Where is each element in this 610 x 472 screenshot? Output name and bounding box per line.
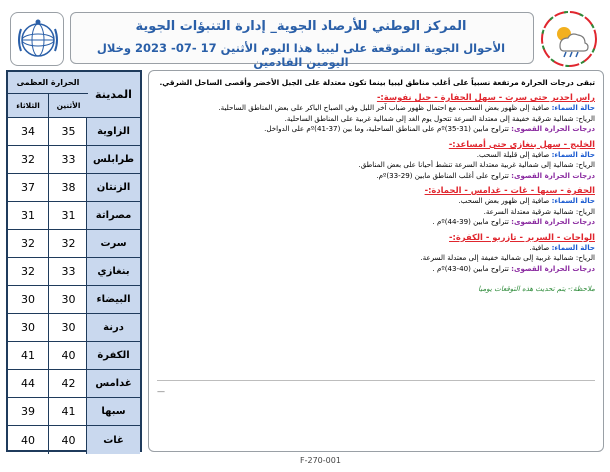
tuesday-temp-cell: 32 [21, 153, 35, 166]
max-temp-text: تتراوح على أغلب المناطق مابين (29-33)ºم. [376, 170, 509, 180]
forecast-region [157, 231, 595, 275]
region-title: الجفرة - سبها - غات - غدامس - الحمادة:- [424, 185, 595, 195]
sky-label: حالة السماء: [551, 196, 595, 205]
weather-logo-icon [540, 10, 598, 68]
tuesday-temp-cell: 44 [21, 377, 35, 390]
wind-text: شمالية شرقية خفيفة إلى معتدلة السرعة تتحول يوم الغد إلى شمالية غربية على المناطق الساحلية. [284, 113, 574, 123]
sky-label: حالة السماء: [551, 149, 595, 159]
table-row [8, 146, 140, 174]
table-row [8, 370, 140, 398]
page-subtitle: الأحوال الجوية المتوقعة على ليبيا هذا اليوم الأثنين 17 -07- 2023 وخلال اليومين القادمين [96, 41, 506, 69]
tuesday-temp-cell: 32 [21, 265, 35, 278]
tuesday-temp-cell: 30 [21, 321, 35, 334]
region-title: الواحات - السرير - تازربو - الكفرة:- [449, 231, 595, 242]
max-temp-text: تتراوح مابين (31-35)ºم على المناطق الساحلية، وما بين (37-41)ºم على الدواخل. [264, 124, 509, 133]
city-cell: الزاوية [86, 118, 140, 145]
max-temp-label: درجات الحرارة القصوى: [511, 124, 595, 133]
region-title: راس اجدير حتى سرت - سهل الجفارة - جبل نفوسة:- [376, 92, 595, 102]
max-temp-label: درجات الحرارة القصوى: [511, 263, 595, 273]
tuesday-temp-cell: 40 [21, 433, 35, 447]
sky-line [157, 196, 595, 207]
table-row [8, 258, 140, 286]
monday-temp-cell: 35 [48, 118, 88, 145]
max-temp-label: درجات الحرارة القصوى: [511, 170, 595, 180]
monday-temp-cell: 42 [48, 370, 88, 397]
tuesday-temp-cell: 32 [21, 237, 35, 250]
tuesday-temp-cell: 41 [21, 349, 35, 362]
column-header-max-temp: الحرارة العظمى [8, 72, 88, 94]
column-header-monday: الأثنين [48, 94, 88, 118]
sky-label: حالة السماء: [551, 103, 595, 112]
dash-mark: — [157, 387, 165, 396]
column-header-city: المدينة [86, 72, 140, 118]
forecast-panel [148, 70, 604, 452]
wind-line [157, 253, 595, 264]
city-cell: غدامس [86, 370, 140, 397]
city-cell: غات [86, 426, 140, 454]
table-body [8, 118, 140, 454]
header [8, 4, 604, 69]
wind-text: شمالية غربية إلى شمالية خفيفة إلى معتدلة السرعة. [420, 253, 574, 262]
sky-line [157, 150, 595, 161]
sky-text: صافية إلى قليلة السحب. [476, 149, 550, 159]
city-cell: الزنتان [86, 174, 140, 201]
city-cell: الكفرة [86, 342, 140, 369]
table-row [8, 342, 140, 370]
table-row [8, 118, 140, 146]
table-row [8, 398, 140, 426]
city-cell: طرابلس [86, 146, 140, 173]
page-title: المركز الوطني للأرصاد الجوية_ إدارة التنبؤات الجوية [135, 19, 467, 34]
column-header-tuesday: الثلاثاء [8, 94, 48, 118]
wind-label: الرياح: [575, 206, 595, 216]
divider [157, 380, 595, 381]
region-title: الخليج - سهل بنغازي حتى أمساعد:- [448, 138, 595, 149]
sky-text: صافية إلى ظهور بعض السحب، مع احتمال ظهور ضباب آخر الليل وفي الصباح الباكر على بعض المناطق الساحلية. [218, 103, 550, 112]
max-temp-text: تتراوح مابين (39-44)ºم . [432, 217, 509, 226]
forecast-regions [157, 91, 595, 274]
header-title-box [70, 12, 534, 69]
wind-line [157, 207, 595, 218]
max-temp-label: درجات الحرارة القصوى: [511, 217, 595, 226]
monday-temp-cell: 30 [48, 314, 88, 341]
tuesday-temp-cell: 39 [21, 405, 35, 418]
forecast-summary: تبقى درجات الحرارة مرتفعة نسبياً على أغلب مناطق ليبيا بينما تكون معتدلة على الجبل الأخضر وأقصى الساحل الشرقي. [159, 78, 595, 87]
max-temp-line [157, 217, 595, 228]
forecast-region [157, 184, 595, 228]
sky-line [157, 103, 595, 114]
max-temp-line [157, 171, 595, 182]
sky-line [157, 243, 595, 254]
sky-text: صافية إلى ظهور بعض السحب. [458, 196, 550, 205]
max-temp-line [157, 264, 595, 275]
tuesday-temp-cell: 34 [21, 125, 35, 138]
table-row [8, 314, 140, 342]
city-cell: بنغازي [86, 258, 140, 285]
wind-label: الرياح: [575, 113, 595, 123]
monday-temp-cell: 40 [48, 342, 88, 369]
city-cell: مصراتة [86, 202, 140, 229]
max-temp-text: تتراوح مابين (40-43)ºم . [432, 263, 509, 273]
forecast-region [157, 138, 595, 182]
tuesday-temp-cell: 31 [21, 209, 35, 222]
table-row [8, 174, 140, 202]
wind-line [157, 114, 595, 125]
wmo-logo-icon [10, 12, 64, 66]
monday-temp-cell: 31 [48, 202, 88, 229]
table-row [8, 230, 140, 258]
city-cell: درنة [86, 314, 140, 341]
sky-text: صافية. [529, 242, 550, 252]
monday-temp-cell: 38 [48, 174, 88, 201]
forecast-region [157, 91, 595, 135]
wind-label: الرياح: [575, 253, 595, 262]
update-note: ملاحظة:- يتم تحديث هذه التوقعات يوميا [478, 284, 595, 293]
monday-temp-cell: 41 [48, 398, 88, 425]
city-cell: سبها [86, 398, 140, 425]
table-row [8, 202, 140, 230]
tuesday-temp-cell: 30 [21, 293, 35, 306]
wind-text: شمالية إلى شمالية غربية معتدلة السرعة تنشط أحيانا على بعض المناطق. [358, 160, 574, 169]
wind-text: شمالية شرقية معتدلة السرعة. [483, 206, 574, 216]
max-temp-line [157, 124, 595, 135]
city-cell: البيضاء [86, 286, 140, 313]
wind-line [157, 160, 595, 171]
table-row [8, 286, 140, 314]
monday-temp-cell: 33 [48, 146, 88, 173]
monday-temp-cell: 33 [48, 258, 88, 285]
monday-temp-cell: 32 [48, 230, 88, 257]
sky-label: حالة السماء: [551, 242, 595, 252]
monday-temp-cell: 40 [48, 426, 88, 454]
monday-temp-cell: 30 [48, 286, 88, 313]
tuesday-temp-cell: 37 [21, 181, 35, 194]
table-row [8, 426, 140, 454]
city-cell: سرت [86, 230, 140, 257]
wind-label: الرياح: [575, 160, 595, 169]
form-code: F-270-001 [300, 456, 341, 465]
temperature-table [6, 70, 142, 452]
